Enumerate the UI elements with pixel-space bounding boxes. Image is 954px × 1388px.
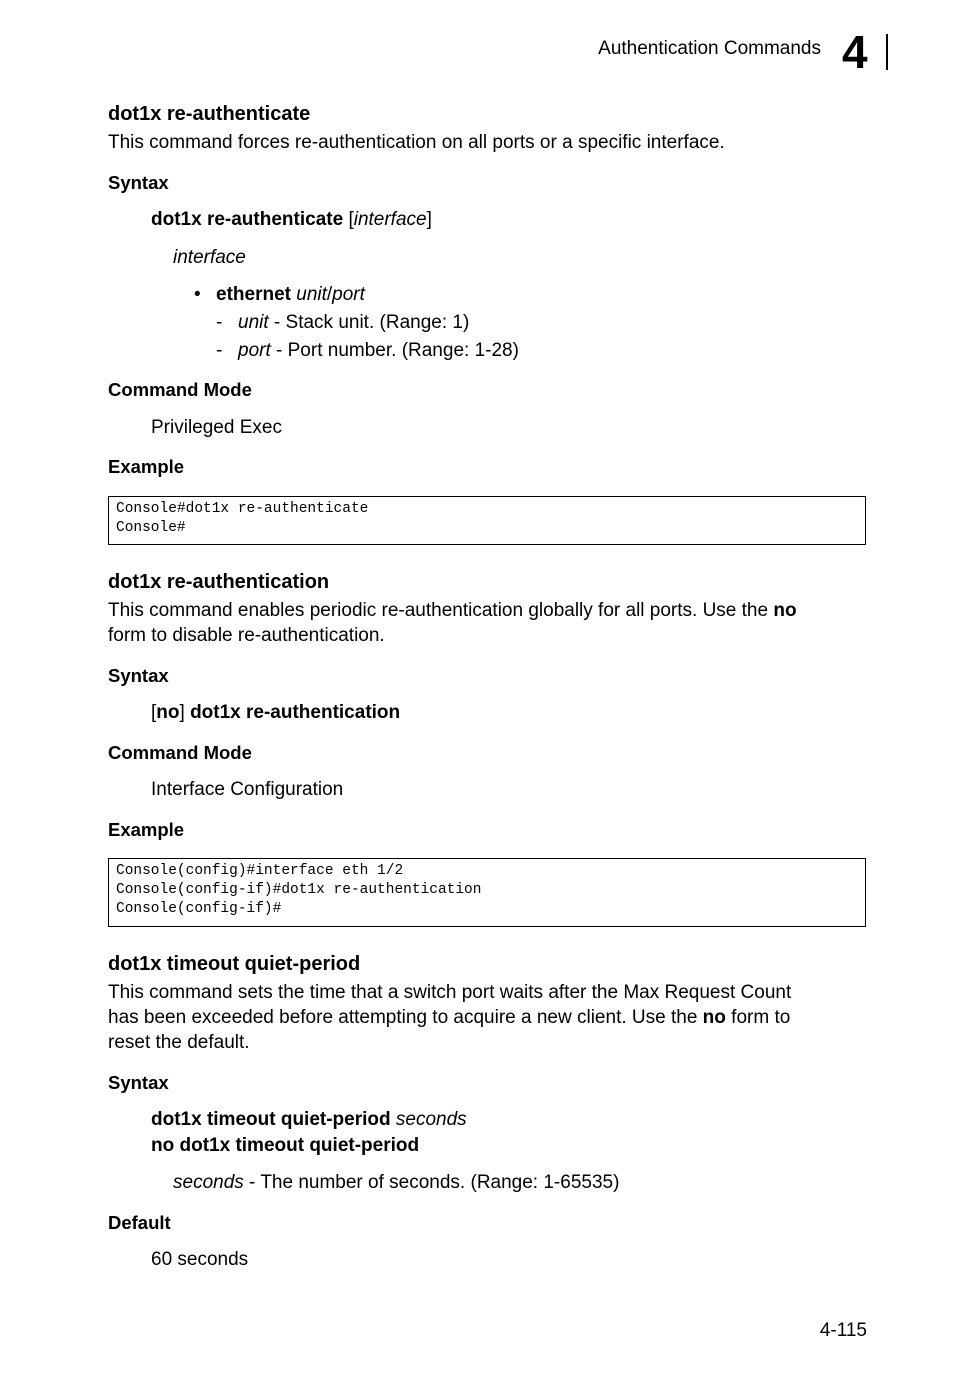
running-header: Authentication Commands (598, 38, 821, 59)
section-description: This command sets the time that a switch port waits after the Max Request Count (108, 982, 792, 1003)
syntax-no-keyword: no (156, 702, 180, 723)
sub-item-port-desc: - Port number. (Range: 1-28) (270, 340, 519, 361)
sub-item-unit-name: unit (238, 312, 269, 333)
section-description-cont: reset the default. (108, 1032, 250, 1053)
syntax-bracket-open: [ (348, 209, 354, 230)
bullet-port: port (332, 284, 365, 305)
code-line: Console#dot1x re-authenticate (116, 501, 369, 517)
code-example (108, 496, 866, 545)
bullet-marker: • (194, 284, 201, 305)
code-line: Console# (116, 520, 186, 536)
bullet-keyword: ethernet (216, 284, 291, 305)
code-line: Console(config-if)#dot1x re-authentication (116, 882, 482, 898)
description-text: This command enables periodic re-authentication globally for all ports. Use the (108, 600, 774, 621)
section-description-cont: form to disable re-authentication. (108, 625, 385, 646)
syntax-command: dot1x re-authentication (190, 702, 401, 723)
dash-marker: - (216, 340, 223, 361)
syntax-line (151, 702, 400, 724)
dash-marker: - (216, 312, 223, 333)
command-mode-value: Interface Configuration (151, 779, 344, 800)
command-mode-heading: Command Mode (108, 742, 252, 763)
code-line: Console(config)#interface eth 1/2 (116, 863, 404, 879)
syntax-no-line: no dot1x timeout quiet-period (151, 1135, 420, 1156)
syntax-line (151, 209, 432, 231)
syntax-heading: Syntax (108, 1072, 169, 1093)
sub-item-port-name: port (238, 340, 271, 361)
bullet-slash: / (326, 284, 333, 305)
syntax-heading: Syntax (108, 665, 169, 686)
sub-item-unit (238, 312, 469, 334)
description-text: form to (725, 1007, 791, 1028)
page-number: 4-115 (819, 1320, 867, 1341)
syntax-parameter: seconds (395, 1109, 467, 1130)
syntax-heading: Syntax (108, 172, 169, 193)
sub-item-unit-desc: - Stack unit. (Range: 1) (268, 312, 470, 333)
syntax-parameter: interface (353, 209, 427, 230)
description-text: has been exceeded before attempting to acquire a new client. Use the (108, 1007, 703, 1028)
example-heading: Example (108, 819, 185, 840)
syntax-command: dot1x timeout quiet-period (151, 1109, 391, 1130)
syntax-bracket-open: [ (151, 702, 157, 723)
syntax-command: dot1x re-authenticate (151, 209, 344, 230)
default-heading: Default (108, 1212, 171, 1233)
code-line: Console(config-if)# (116, 901, 282, 917)
section-title-quiet-period: dot1x timeout quiet-period (108, 953, 361, 975)
parameter-description (173, 1172, 619, 1194)
bullet-item-ethernet (216, 284, 365, 306)
parameter-name: interface (173, 247, 246, 268)
code-example (108, 858, 866, 927)
section-description-cont (108, 1007, 790, 1029)
example-heading: Example (108, 456, 185, 477)
syntax-line (151, 1109, 467, 1131)
description-keyword: no (773, 600, 797, 621)
command-mode-heading: Command Mode (108, 379, 252, 400)
parameter-desc: - The number of seconds. (Range: 1-65535) (243, 1172, 620, 1193)
command-mode-value: Privileged Exec (151, 417, 282, 438)
section-description: This command forces re-authentication on all ports or a specific interface. (108, 132, 725, 153)
default-value: 60 seconds (151, 1249, 249, 1270)
section-title-reauthenticate: dot1x re-authenticate (108, 103, 311, 125)
parameter-name: seconds (173, 1172, 244, 1193)
syntax-bracket-close: ] (179, 702, 191, 723)
chapter-number: 4 (842, 26, 868, 78)
syntax-bracket-close: ] (426, 209, 432, 230)
section-title-reauthentication: dot1x re-authentication (108, 571, 330, 593)
chapter-divider (886, 34, 888, 70)
bullet-unit: unit (296, 284, 327, 305)
section-description (108, 600, 797, 622)
sub-item-port (238, 340, 519, 362)
description-keyword: no (702, 1007, 726, 1028)
